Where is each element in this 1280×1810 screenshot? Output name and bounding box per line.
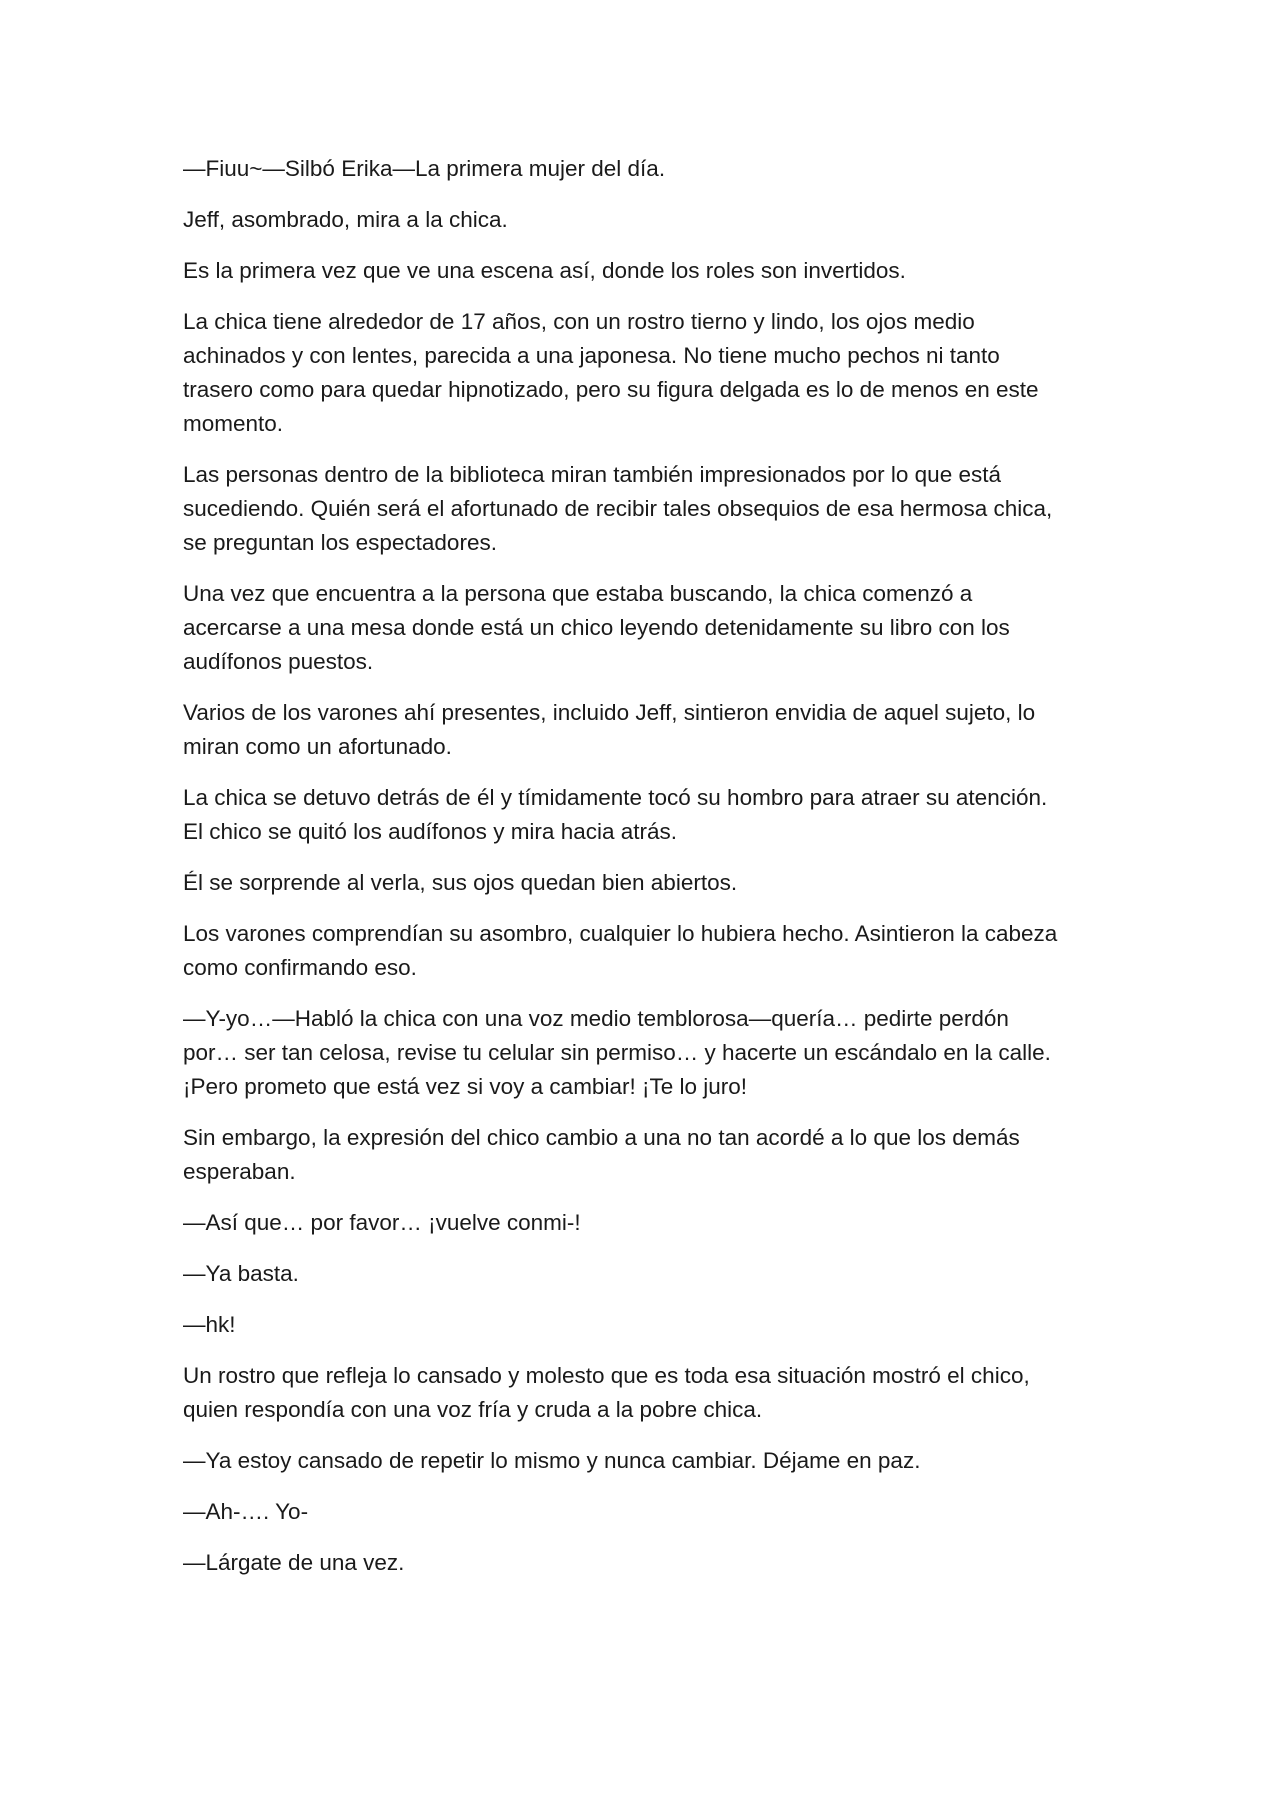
paragraph: —hk!	[183, 1312, 236, 1337]
paragraph: Es la primera vez que ve una escena así, donde los roles son invertidos.	[183, 258, 906, 283]
paragraph: Las personas dentro de la biblioteca miran también impresionados por lo que está sucediendo. Quién será el afortunado de recibir tales obsequios de esa hermosa chica, se preguntan los espectadores.	[183, 462, 1053, 555]
document-body	[183, 152, 1103, 1597]
paragraph: Él se sorprende al verla, sus ojos quedan bien abiertos.	[183, 870, 738, 895]
paragraph: —Ya basta.	[183, 1261, 299, 1286]
paragraph: Los varones comprendían su asombro, cualquier lo hubiera hecho. Asintieron la cabeza como confirmando eso.	[183, 921, 1058, 980]
paragraph: Una vez que encuentra a la persona que estaba buscando, la chica comenzó a acercarse a una mesa donde está un chico leyendo detenidamente su libro con los audífonos puestos.	[183, 581, 1010, 674]
paragraph: —Y-yo…—Habló la chica con una voz medio temblorosa—quería… pedirte perdón por… ser tan celosa, revise tu celular sin permiso… y hacerte un escándalo en la calle. ¡Pero prometo que está vez si voy a cambiar! ¡Te lo juro!	[183, 1006, 1051, 1099]
paragraph: Jeff, asombrado, mira a la chica.	[183, 207, 508, 232]
paragraph: —Ah-…. Yo-	[183, 1499, 309, 1524]
paragraph: La chica tiene alrededor de 17 años, con un rostro tierno y lindo, los ojos medio achinados y con lentes, parecida a una japonesa. No tiene mucho pechos ni tanto trasero como para quedar hipnotizado, pero su figura delgada es lo de menos en este momento.	[183, 309, 1039, 436]
paragraph: Un rostro que refleja lo cansado y molesto que es toda esa situación mostró el chico, quien respondía con una voz fría y cruda a la pobre chica.	[183, 1363, 1030, 1422]
paragraph: Sin embargo, la expresión del chico cambio a una no tan acordé a lo que los demás esperaban.	[183, 1125, 1020, 1184]
paragraph: La chica se detuvo detrás de él y tímidamente tocó su hombro para atraer su atención. El chico se quitó los audífonos y mira hacia atrás.	[183, 785, 1048, 844]
paragraph: —Fiuu~—Silbó Erika—La primera mujer del día.	[183, 156, 666, 181]
paragraph: —Así que… por favor… ¡vuelve conmi-!	[183, 1210, 581, 1235]
paragraph: —Lárgate de una vez.	[183, 1550, 405, 1575]
paragraph: Varios de los varones ahí presentes, incluido Jeff, sintieron envidia de aquel sujeto, lo miran como un afortunado.	[183, 700, 1036, 759]
paragraph: —Ya estoy cansado de repetir lo mismo y nunca cambiar. Déjame en paz.	[183, 1448, 921, 1473]
